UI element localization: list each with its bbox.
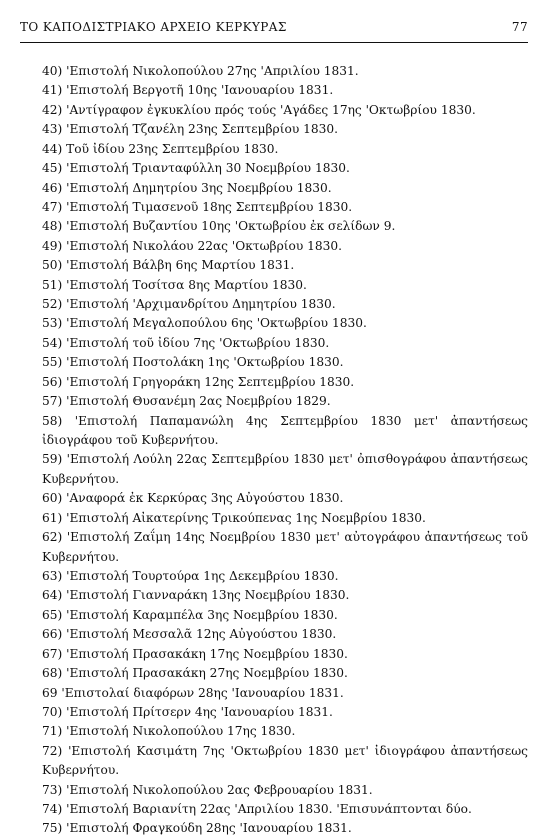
list-item: 55) 'Επιστολή Ποστολάκη 1ης 'Οκτωβρίου 1830. [42,355,344,370]
list-item: 69 'Επιστολαί διαφόρων 28ης 'Ιανουαρίου 1831. [42,685,344,700]
list-item: 47) 'Επιστολή Τιμασενοῦ 18ης Σεπτεμβρίου 1830. [42,199,353,214]
list-item: 75) 'Επιστολή Φραγκούδη 28ης 'Ιανουαρίου 1831. [42,821,352,836]
running-title: ΤΟ ΚΑΠΟΔΙΣΤΡΙΑΚΟ ΑΡΧΕΙΟ ΚΕΡΚΥΡΑΣ [20,20,287,34]
list-item: 63) 'Επιστολή Τουρτούρα 1ης Δεκεμβρίου 1830. [42,568,339,583]
list-item: 67) 'Επιστολή Πρασακάκη 17ης Νοεμβρίου 1830. [42,646,348,661]
list-item: 71) 'Επιστολή Νικολοπούλου 17ης 1830. [42,724,296,739]
list-item: 59) 'Επιστολή Λούλη 22ας Σεπτεμβρίου 1830 μετ' ὀπισθογράφου ἀπαντήσεως Κυβερνήτου. [42,452,528,486]
list-item: 56) 'Επιστολή Γρηγοράκη 12ης Σεπτεμβρίου 1830. [42,374,355,389]
list-item: 43) 'Επιστολή Τζανέλη 23ης Σεπτεμβρίου 1830. [42,122,338,137]
header-rule [20,42,528,43]
list-item: 46) 'Επιστολή Δημητρίου 3ης Νοεμβρίου 1830. [42,180,332,195]
list-item: 74) 'Επιστολή Βαριανίτη 22ας 'Απριλίου 1830. 'Επισυνάπτονται δύο. [42,802,472,817]
list-item: 58) 'Επιστολή Παπαμανώλη 4ης Σεπτεμβρίου 1830 μετ' ἀπαντήσεως ἰδιογράφου τοῦ Κυβερνήτου. [42,413,528,448]
entry-list [42,62,528,839]
list-item: 52) 'Επιστολή 'Αρχιμανδρίτου Δημητρίου 1830. [42,297,336,312]
list-item: 70) 'Επιστολή Πρίτσερν 4ης 'Ιανουαρίου 1831. [42,704,333,719]
list-item: 49) 'Επιστολή Νικολάου 22ας 'Οκτωβρίου 1830. [42,238,343,253]
list-item: 62) 'Επιστολή Ζαΐμη 14ης Νοεμβρίου 1830 μετ' αὐτογράφου ἀπαντήσεως τοῦ Κυβερνήτου. [42,530,528,564]
list-item: 60) 'Αναφορά ἐκ Κερκύρας 3ης Αὐγούστου 1830. [42,491,344,506]
list-item: 50) 'Επιστολή Βάλβη 6ης Μαρτίου 1831. [42,258,295,273]
list-item: 68) 'Επιστολή Πρασακάκη 27ης Νοεμβρίου 1830. [42,666,348,681]
list-item: 66) 'Επιστολή Μεσσαλᾶ 12ης Αὐγούστου 1830. [42,627,337,642]
page-number: 77 [511,20,528,34]
list-item: 64) 'Επιστολή Γιανναράκη 13ης Νοεμβρίου 1830. [42,588,350,603]
page-header [20,20,528,34]
list-item: 53) 'Επιστολή Μεγαλοπούλου 6ης 'Οκτωβρίου 1830. [42,316,367,331]
list-item: 72) 'Επιστολή Κασιμάτη 7ης 'Οκτωβρίου 1830 μετ' ἰδιογράφου ἀπαντήσεως Κυβερνήτου. [42,743,528,778]
list-item: 42) 'Αντίγραφον ἐγκυκλίου πρός τούς 'Αγάδες 17ης 'Οκτωβρίου 1830. [42,102,476,117]
list-item: 48) 'Επιστολή Βυζαντίου 10ης 'Οκτωβρίου ἐκ σελίδων 9. [42,219,396,234]
list-item: 40) 'Επιστολή Νικολοπούλου 27ης 'Απριλίου 1831. [42,64,359,78]
list-item: 54) 'Επιστολή τοῦ ἰδίου 7ης 'Οκτωβρίου 1830. [42,335,330,350]
list-item: 51) 'Επιστολή Τοσίτσα 8ης Μαρτίου 1830. [42,277,307,292]
list-item: 44) Τοῦ ἰδίου 23ης Σεπτεμβρίου 1830. [42,141,279,156]
list-item: 45) 'Επιστολή Τριανταφύλλη 30 Νοεμβρίου 1830. [42,161,350,176]
list-item: 41) 'Επιστολή Βεργοτῆ 10ης 'Ιανουαρίου 1831. [42,83,334,98]
list-item: 57) 'Επιστολή Θυσανέμη 2ας Νοεμβρίου 1829. [42,394,331,409]
list-item: 61) 'Επιστολή Αἰκατερίνης Τρικούπενας 1ης Νοεμβρίου 1830. [42,510,426,525]
list-item: 73) 'Επιστολή Νικολοπούλου 2ας Φεβρουαρίου 1831. [42,782,373,797]
list-item: 65) 'Επιστολή Καραμπέλα 3ης Νοεμβρίου 1830. [42,607,338,622]
